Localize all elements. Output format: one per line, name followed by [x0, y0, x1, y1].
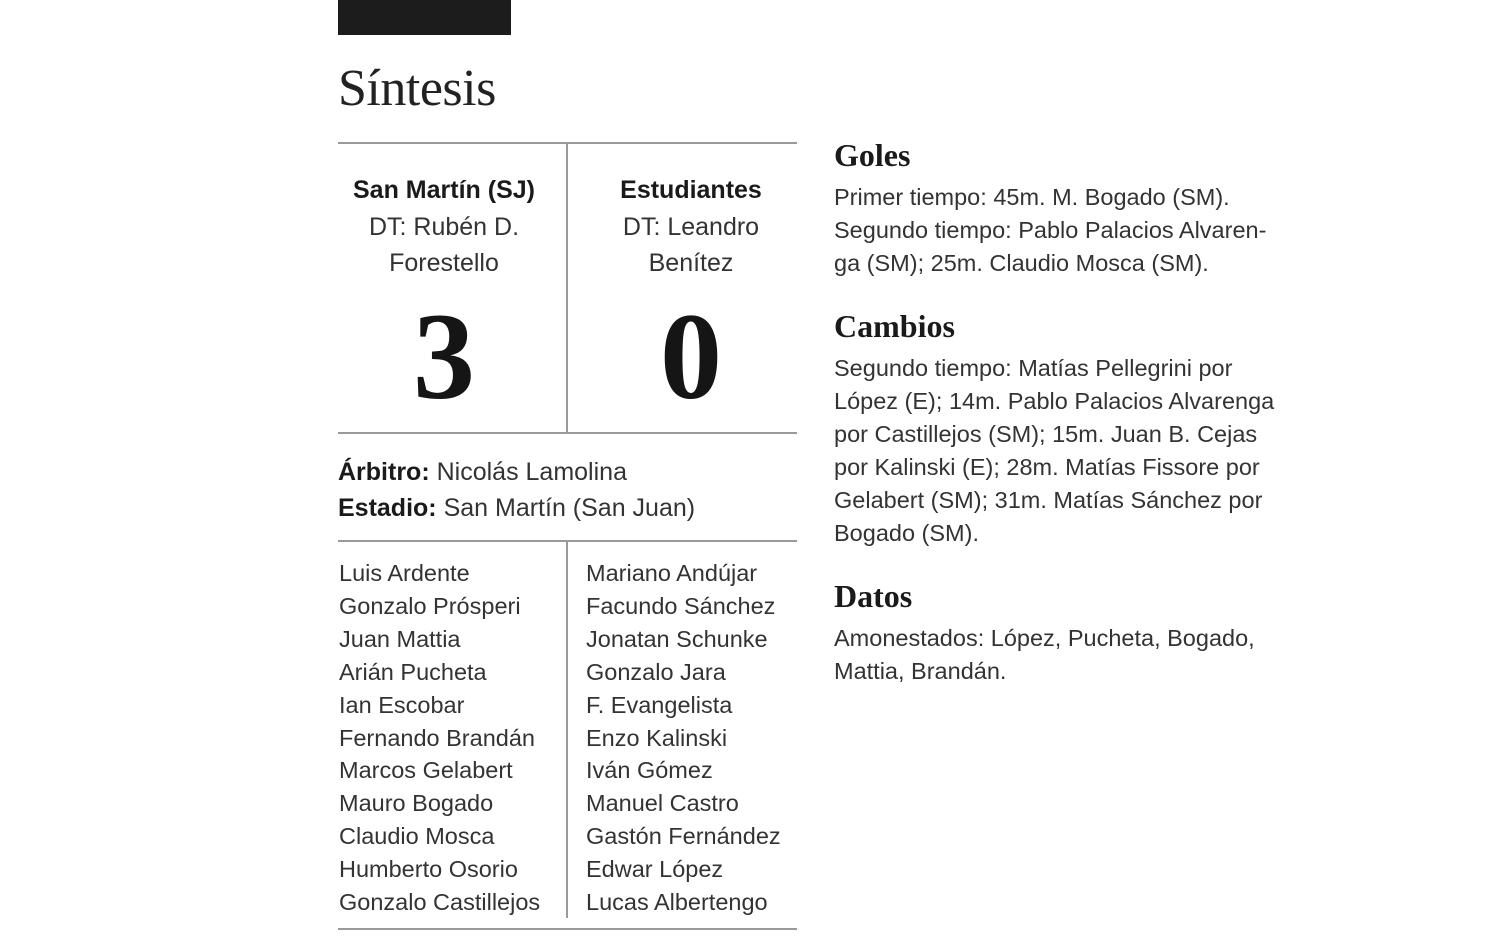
list-item: Facundo Sánchez [586, 592, 776, 619]
divider-lineup-columns [566, 541, 568, 918]
goals-line: ga (SM); 25m. Claudio Mosca (SM). [834, 250, 1209, 276]
list-item: Lucas Albertengo [586, 889, 768, 916]
list-item: Arián Pucheta [339, 658, 487, 685]
changes-text [834, 352, 1304, 550]
home-lineup [339, 557, 540, 919]
list-item: Juan Mattia [339, 625, 461, 652]
list-item: Marcos Gelabert [339, 757, 513, 784]
home-coach-line1: DT: Rubén D. [368, 212, 520, 241]
facts-title: Datos [834, 578, 913, 614]
goals-title: Goles [834, 137, 911, 173]
list-item: Fernando Brandán [339, 724, 535, 751]
list-item: Manuel Castro [586, 790, 739, 817]
home-team [334, 172, 554, 282]
page-title: Síntesis [338, 60, 496, 117]
changes-title: Cambios [834, 308, 955, 344]
changes-line: Gelabert (SM); 31m. Matías Sánchez por [834, 487, 1263, 513]
divider-score [338, 432, 797, 434]
home-team-name: San Martín (SJ) [353, 176, 535, 204]
home-coach-line2: Forestello [389, 249, 499, 277]
list-item: Enzo Kalinski [586, 724, 728, 751]
list-item: Luis Ardente [339, 560, 470, 586]
list-item: Gonzalo Prósperi [339, 592, 521, 619]
away-coach-line2: Benítez [648, 249, 734, 277]
list-item: Iván Gómez [586, 757, 713, 784]
list-item: Edwar López [586, 856, 724, 883]
list-item: Gastón Fernández [586, 823, 781, 850]
list-item: F. Evangelista [586, 691, 733, 718]
away-lineup [586, 557, 781, 919]
referee-line [338, 454, 627, 491]
goals-line: Segundo tiempo: Pablo Palacios Alvaren- [834, 217, 1267, 243]
referee-label: Árbitro: [338, 458, 430, 486]
away-team-name: Estudiantes [620, 176, 762, 204]
divider-bottom [338, 928, 797, 930]
stadium-label: Estadio: [338, 494, 437, 522]
list-item: Gonzalo Castillejos [339, 889, 541, 916]
changes-line: Segundo tiempo: Matías Pellegrini por [834, 355, 1233, 381]
away-team [581, 172, 801, 282]
list-item: Jonatan Schunke [586, 625, 768, 652]
header-bar [338, 0, 511, 35]
list-item: Mauro Bogado [339, 790, 494, 817]
changes-line: por Kalinski (E); 28m. Matías Fissore por [834, 454, 1260, 480]
stadium-name: San Martín (San Juan) [443, 494, 696, 522]
list-item: Claudio Mosca [339, 823, 495, 850]
away-coach-line1: DT: Leandro [622, 212, 760, 241]
facts-line: Mattia, Brandán. [834, 658, 1007, 684]
changes-line: Bogado (SM). [834, 520, 979, 546]
changes-line: López (E); 14m. Pablo Palacios Alvarenga [834, 388, 1275, 414]
facts-text [834, 622, 1304, 688]
list-item: Gonzalo Jara [586, 658, 726, 685]
referee-name: Nicolás Lamolina [436, 458, 627, 486]
list-item: Humberto Osorio [339, 856, 518, 883]
goals-text [834, 181, 1304, 280]
home-score: 3 [413, 288, 475, 425]
changes-line: por Castillejos (SM); 15m. Juan B. Cejas [834, 421, 1258, 447]
divider-teams [566, 143, 568, 432]
list-item: Ian Escobar [339, 691, 465, 718]
goals-line: Primer tiempo: 45m. M. Bogado (SM). [834, 184, 1230, 210]
away-score: 0 [660, 288, 722, 425]
list-item: Mariano Andújar [586, 560, 758, 586]
stadium-line [338, 490, 695, 527]
facts-line: Amonestados: López, Pucheta, Bogado, [834, 625, 1255, 651]
